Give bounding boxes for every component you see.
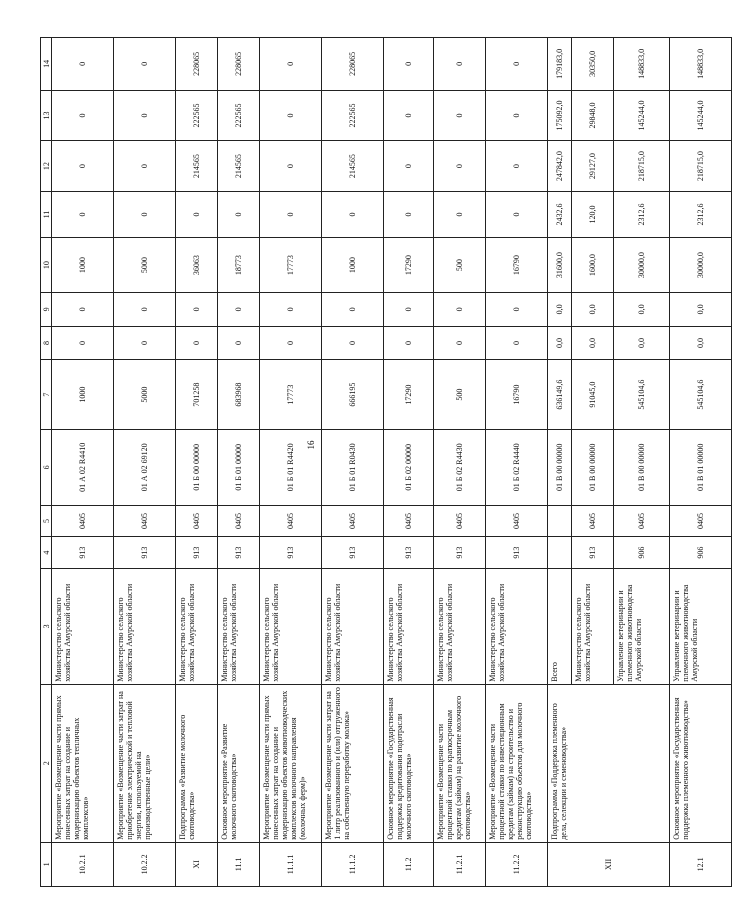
table-body bbox=[52, 38, 732, 887]
table-cell: 0 bbox=[486, 326, 548, 360]
table-cell: 17773 bbox=[260, 360, 322, 430]
table-cell: 31600,0 bbox=[548, 238, 572, 293]
table-cell: 0,0 bbox=[670, 326, 732, 360]
table-cell: 222565 bbox=[176, 90, 218, 141]
table-cell: 175092,0 bbox=[548, 90, 572, 141]
table-cell: 0,0 bbox=[670, 292, 732, 326]
table-cell: 01 А 02 69120 bbox=[114, 429, 176, 505]
table-cell: 1000 bbox=[52, 238, 114, 293]
table-cell: 0 bbox=[218, 292, 260, 326]
row-code: 10.2.2 bbox=[114, 842, 176, 886]
table-cell: 2432,6 bbox=[548, 191, 572, 237]
row-code: 11.1.2 bbox=[322, 842, 384, 886]
table-cell: 29848,0 bbox=[572, 90, 614, 141]
table-cell: 0 bbox=[218, 191, 260, 237]
table-cell: 913 bbox=[260, 537, 322, 569]
table-cell: 0,0 bbox=[548, 326, 572, 360]
table-cell: 906 bbox=[614, 537, 670, 569]
table-cell: 222565 bbox=[322, 90, 384, 141]
table-cell: 01 Б 01 00000 bbox=[218, 429, 260, 505]
table-cell: 913 bbox=[434, 537, 486, 569]
table-cell: 0 bbox=[260, 90, 322, 141]
table-cell: 0 bbox=[260, 141, 322, 192]
table-cell: 0405 bbox=[260, 505, 322, 537]
table-cell: 0405 bbox=[670, 505, 732, 537]
table-cell: 01 Б 01 R0430 bbox=[322, 429, 384, 505]
row-name: Мероприятие «Возмещение части процентной ставки по краткосрочным кредитам (займам) на развитие молочного скотоводства» bbox=[434, 684, 486, 842]
table-cell: 0 bbox=[218, 326, 260, 360]
table-row bbox=[260, 38, 322, 887]
col-header: 13 bbox=[41, 90, 52, 141]
table-cell: 545104,6 bbox=[670, 360, 732, 430]
table-cell: Управление ветеринарии и племенного животноводства Амурской области bbox=[614, 568, 670, 684]
table-cell: 0,0 bbox=[572, 326, 614, 360]
table-cell: 0 bbox=[322, 326, 384, 360]
table-cell: 01 В 00 00000 bbox=[614, 429, 670, 505]
col-header: 3 bbox=[41, 568, 52, 684]
table-cell: Всего bbox=[548, 568, 572, 684]
table-cell: 228065 bbox=[218, 38, 260, 91]
table-cell: 0 bbox=[260, 191, 322, 237]
table-cell bbox=[548, 537, 572, 569]
table-cell: 0 bbox=[434, 326, 486, 360]
table-cell: 0 bbox=[486, 191, 548, 237]
table-cell: 0405 bbox=[114, 505, 176, 537]
table-cell: 0 bbox=[114, 191, 176, 237]
table-cell: 148833,0 bbox=[614, 38, 670, 91]
row-code: 11.2.2 bbox=[486, 842, 548, 886]
table-cell: 913 bbox=[176, 537, 218, 569]
table-cell: 214565 bbox=[322, 141, 384, 192]
budget-table bbox=[40, 37, 732, 887]
table-cell: Управление ветеринарии и племенного животноводства Амурской области bbox=[670, 568, 732, 684]
table-cell: Министерство сельского хозяйства Амурской области bbox=[114, 568, 176, 684]
table-cell: 0 bbox=[52, 326, 114, 360]
table-cell: 0 bbox=[260, 326, 322, 360]
col-header: 5 bbox=[41, 505, 52, 537]
table-cell: 0 bbox=[434, 38, 486, 91]
table-cell: 30000,0 bbox=[614, 238, 670, 293]
table-cell: 0 bbox=[384, 90, 434, 141]
row-name: Подпрограмма «Развитие молочного скотоводства» bbox=[176, 684, 218, 842]
table-cell: 0 bbox=[434, 90, 486, 141]
col-header: 14 bbox=[41, 38, 52, 91]
table-cell: 16790 bbox=[486, 238, 548, 293]
table-cell: Министерство сельского хозяйства Амурской области bbox=[176, 568, 218, 684]
table-cell: 228065 bbox=[322, 38, 384, 91]
table-cell: Министерство сельского хозяйства Амурской области bbox=[572, 568, 614, 684]
table-cell: 0 bbox=[52, 38, 114, 91]
table-cell: 18773 bbox=[218, 238, 260, 293]
table-cell: 0 bbox=[486, 292, 548, 326]
table-cell: 0405 bbox=[52, 505, 114, 537]
row-code: 10.2.1 bbox=[52, 842, 114, 886]
table-cell: 148833,0 bbox=[670, 38, 732, 91]
table-cell: 1000 bbox=[322, 238, 384, 293]
col-header: 8 bbox=[41, 326, 52, 360]
row-name: Основное мероприятие «Государственная поддержка племенного животноводства» bbox=[670, 684, 732, 842]
table-cell: 0,0 bbox=[614, 326, 670, 360]
table-cell: Министерство сельского хозяйства Амурской области bbox=[486, 568, 548, 684]
table-cell: 2312,6 bbox=[670, 191, 732, 237]
table-cell: 222565 bbox=[218, 90, 260, 141]
table-cell: 214565 bbox=[176, 141, 218, 192]
table-cell: 0 bbox=[114, 292, 176, 326]
table-cell: 214565 bbox=[218, 141, 260, 192]
table-row bbox=[486, 38, 548, 887]
row-name: Мероприятие «Возмещение части процентной ставки по инвестиционным кредитам (займам) на строительство и реконструкцию объектов для молочного скотоводства» bbox=[486, 684, 548, 842]
col-header: 2 bbox=[41, 684, 52, 842]
table-cell: Министерство сельского хозяйства Амурской области bbox=[52, 568, 114, 684]
page-number: 16 bbox=[306, 440, 316, 450]
table-cell: 913 bbox=[322, 537, 384, 569]
row-name: Мероприятие «Возмещение части прямых понесенных затрат на создание и модернизацию объектов животноводческих комплексов молочного направления (молочных ферм)» bbox=[260, 684, 322, 842]
table-cell: 906 bbox=[670, 537, 732, 569]
table-cell: 17290 bbox=[384, 238, 434, 293]
table-cell: 0 bbox=[486, 90, 548, 141]
table-row bbox=[114, 38, 176, 887]
table-cell: 29127,0 bbox=[572, 141, 614, 192]
table-cell: 0 bbox=[434, 141, 486, 192]
table-cell: 179183,0 bbox=[548, 38, 572, 91]
row-name: Основное мероприятие «Государственная поддержка кредитования подотрасли молочного скотоводства» bbox=[384, 684, 434, 842]
table-cell: 0405 bbox=[322, 505, 384, 537]
col-header: 12 bbox=[41, 141, 52, 192]
table-cell: 218715,0 bbox=[670, 141, 732, 192]
table-cell: 91045,0 bbox=[572, 360, 614, 430]
table-cell: 01 Б 02 R4430 bbox=[434, 429, 486, 505]
table-cell: 218715,0 bbox=[614, 141, 670, 192]
table-cell: 01 В 00 00000 bbox=[572, 429, 614, 505]
row-code: 12.1 bbox=[670, 842, 732, 886]
row-code: 11.2 bbox=[384, 842, 434, 886]
table-cell: 0,0 bbox=[614, 292, 670, 326]
table-cell: Министерство сельского хозяйства Амурской области bbox=[434, 568, 486, 684]
table-cell: 500 bbox=[434, 238, 486, 293]
table-cell: 0 bbox=[384, 191, 434, 237]
table-cell: 145244,0 bbox=[614, 90, 670, 141]
table-cell: 0 bbox=[322, 191, 384, 237]
table-row bbox=[218, 38, 260, 887]
col-header: 11 bbox=[41, 191, 52, 237]
table-cell: 0 bbox=[384, 326, 434, 360]
table-row bbox=[322, 38, 384, 887]
table-row bbox=[434, 38, 486, 887]
row-code: XII bbox=[548, 842, 670, 886]
table-cell: 01 А 02 R4410 bbox=[52, 429, 114, 505]
table-cell: 913 bbox=[218, 537, 260, 569]
table-cell: 1000 bbox=[52, 360, 114, 430]
table-cell: 01 В 01 00000 bbox=[670, 429, 732, 505]
row-name: Мероприятие «Возмещение части затрат на приобретение электрической и тепловой энергии, используемой на производственные цели» bbox=[114, 684, 176, 842]
table-cell: 0 bbox=[114, 326, 176, 360]
col-header: 1 bbox=[41, 842, 52, 886]
table-row bbox=[548, 38, 572, 887]
table-cell: 0405 bbox=[176, 505, 218, 537]
table-cell: 636149,6 bbox=[548, 360, 572, 430]
table-row bbox=[176, 38, 218, 887]
table-cell: 247842,0 bbox=[548, 141, 572, 192]
table-cell: 666195 bbox=[322, 360, 384, 430]
table-row bbox=[384, 38, 434, 887]
table-cell: 0 bbox=[114, 141, 176, 192]
row-code: XI bbox=[176, 842, 218, 886]
table-cell: 01 В 00 00000 bbox=[548, 429, 572, 505]
row-name: Мероприятие «Возмещение части прямых понесенных затрат на создание и модернизацию объектов тепличных комплексов» bbox=[52, 684, 114, 842]
table-cell: Министерство сельского хозяйства Амурской области bbox=[384, 568, 434, 684]
table-cell: 0 bbox=[52, 90, 114, 141]
table-cell: 545104,6 bbox=[614, 360, 670, 430]
row-name: Основное мероприятие «Развитие молочного скотоводства» bbox=[218, 684, 260, 842]
table-cell: 0 bbox=[486, 141, 548, 192]
table-cell: 913 bbox=[572, 537, 614, 569]
table-cell: 228065 bbox=[176, 38, 218, 91]
table-cell: 0405 bbox=[486, 505, 548, 537]
table-cell: 01 Б 02 R4440 bbox=[486, 429, 548, 505]
rotated-page bbox=[40, 37, 705, 887]
table-cell: 16790 bbox=[486, 360, 548, 430]
table-cell: 0 bbox=[260, 292, 322, 326]
table-cell: 0 bbox=[384, 38, 434, 91]
table-cell: 30350,0 bbox=[572, 38, 614, 91]
table-row bbox=[670, 38, 732, 887]
table-cell: 0 bbox=[384, 141, 434, 192]
table-cell: 2312,6 bbox=[614, 191, 670, 237]
table-cell: 0 bbox=[322, 292, 384, 326]
table-cell: 0 bbox=[434, 292, 486, 326]
table-cell: 120,0 bbox=[572, 191, 614, 237]
table-cell: 913 bbox=[384, 537, 434, 569]
col-header: 4 bbox=[41, 537, 52, 569]
col-header: 7 bbox=[41, 360, 52, 430]
table-cell: 913 bbox=[486, 537, 548, 569]
table-cell: 0 bbox=[52, 141, 114, 192]
table-cell: Министерство сельского хозяйства Амурской области bbox=[322, 568, 384, 684]
table-cell: 0 bbox=[176, 326, 218, 360]
table-cell: 701258 bbox=[176, 360, 218, 430]
table-cell: 0 bbox=[52, 191, 114, 237]
table-cell: 0405 bbox=[572, 505, 614, 537]
table-cell: 683968 bbox=[218, 360, 260, 430]
table-cell bbox=[548, 505, 572, 537]
table-cell: 0405 bbox=[384, 505, 434, 537]
table-cell: 0 bbox=[434, 191, 486, 237]
table-cell: 0 bbox=[384, 292, 434, 326]
header-row bbox=[41, 38, 52, 887]
table-row bbox=[52, 38, 114, 887]
row-name: Мероприятие «Возмещение части затрат на 1 литр реализованного и (или) отгруженного на собственную переработку молока» bbox=[322, 684, 384, 842]
row-code: 11.2.1 bbox=[434, 842, 486, 886]
table-cell: 01 Б 00 00000 bbox=[176, 429, 218, 505]
table-cell: 0 bbox=[114, 38, 176, 91]
col-header: 9 bbox=[41, 292, 52, 326]
table-cell: 0 bbox=[486, 38, 548, 91]
row-name: Подпрограмма «Поддержка племенного дела, селекции и семеноводства» bbox=[548, 684, 670, 842]
table-cell: 5000 bbox=[114, 238, 176, 293]
table-cell: Министерство сельского хозяйства Амурской области bbox=[260, 568, 322, 684]
col-header: 6 bbox=[41, 429, 52, 505]
table-cell: 0,0 bbox=[572, 292, 614, 326]
table-cell: 36063 bbox=[176, 238, 218, 293]
table-cell: 913 bbox=[52, 537, 114, 569]
table-cell: 0,0 bbox=[548, 292, 572, 326]
table-cell: 913 bbox=[114, 537, 176, 569]
table-cell: 0 bbox=[52, 292, 114, 326]
col-header: 10 bbox=[41, 238, 52, 293]
row-code: 11.1 bbox=[218, 842, 260, 886]
table-cell: 500 bbox=[434, 360, 486, 430]
table-cell: 0405 bbox=[218, 505, 260, 537]
table-cell: 0405 bbox=[434, 505, 486, 537]
table-cell: 0405 bbox=[614, 505, 670, 537]
row-code: 11.1.1 bbox=[260, 842, 322, 886]
table-cell: 17290 bbox=[384, 360, 434, 430]
table-cell: 30000,0 bbox=[670, 238, 732, 293]
table-cell: 5000 bbox=[114, 360, 176, 430]
table-cell: 17773 bbox=[260, 238, 322, 293]
table-cell: 0 bbox=[114, 90, 176, 141]
table-cell: 1600,0 bbox=[572, 238, 614, 293]
table-cell: 01 Б 02 00000 bbox=[384, 429, 434, 505]
table-cell: 145244,0 bbox=[670, 90, 732, 141]
table-cell: Министерство сельского хозяйства Амурской области bbox=[218, 568, 260, 684]
table-cell: 0 bbox=[260, 38, 322, 91]
table-cell: 01 Б 01 R4420 bbox=[260, 429, 322, 505]
table-cell: 0 bbox=[176, 191, 218, 237]
table-cell: 0 bbox=[176, 292, 218, 326]
